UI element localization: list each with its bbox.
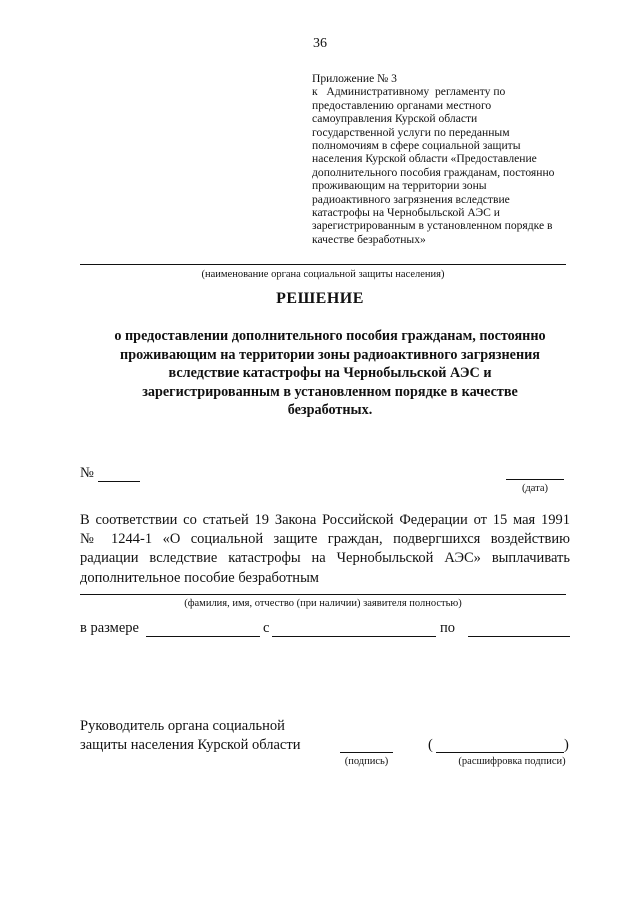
- appendix-line: радиоактивного загрязнения вследствие: [312, 192, 510, 206]
- applicant-name-field[interactable]: [80, 594, 566, 595]
- appendix-line: полномочиям в сфере социальной защиты: [312, 139, 521, 153]
- amount-field[interactable]: [146, 636, 260, 637]
- signer-position-line1: Руководитель органа социальной: [80, 718, 285, 734]
- body-line: № 1244-1 «О социальной защите граждан, подвергшихся воздействию: [80, 531, 570, 548]
- appendix-line: населения Курской области «Предоставление: [312, 152, 537, 166]
- appendix-line: предоставлению органами местного: [312, 98, 492, 112]
- subject-line: о предоставлении дополнительного пособия гражданам, постоянно: [114, 328, 546, 344]
- appendix-line: качестве безработных»: [312, 232, 426, 246]
- number-label: №: [80, 465, 94, 481]
- signature-caption: (подпись): [344, 756, 389, 767]
- document-title: РЕШЕНИЕ: [276, 290, 364, 307]
- from-date-field[interactable]: [272, 636, 436, 637]
- body-line: В соответствии со статьей 19 Закона Российской Федерации от 15 мая 1991: [80, 512, 570, 528]
- appendix-line: зарегистрированным в установленном порядке в: [312, 219, 553, 233]
- subject-line: безработных.: [287, 402, 373, 418]
- body-line: дополнительное пособие безработным: [80, 569, 319, 586]
- to-label: по: [440, 620, 456, 636]
- body-paragraph: [80, 511, 570, 588]
- appendix-line: государственной услуги по переданным: [312, 125, 510, 139]
- decoding-caption: (расшифровка подписи): [458, 756, 566, 767]
- number-field[interactable]: [98, 481, 140, 482]
- signature-decoding-field[interactable]: [436, 752, 564, 753]
- subject-line: проживающим на территории зоны радиоактивного загрязнения: [120, 346, 540, 363]
- page-number: 36: [313, 36, 327, 51]
- appendix-line: самоуправления Курской области: [312, 112, 478, 126]
- body-line: радиации вследствие катастрофы на Чернобыльской АЭС» выплачивать: [80, 550, 570, 567]
- signer-position-line2: защиты населения Курской области: [80, 737, 301, 753]
- date-field[interactable]: [506, 479, 564, 480]
- appendix-line: катастрофы на Чернобыльской АЭС и: [312, 206, 500, 220]
- subject-line: зарегистрированным в установленном порядке в качестве: [142, 383, 518, 400]
- close-paren: ): [564, 737, 569, 753]
- signature-field[interactable]: [340, 752, 393, 753]
- appendix-block: [312, 72, 582, 246]
- open-paren: (: [428, 737, 433, 753]
- appendix-line: проживающим на территории зоны: [312, 179, 487, 193]
- appendix-line: дополнительного пособия гражданам, постоянно: [312, 165, 555, 179]
- from-label: с: [263, 620, 270, 636]
- amount-label: в размере: [80, 620, 139, 636]
- org-name-caption: (наименование органа социальной защиты населения): [201, 269, 445, 280]
- decision-subject: [80, 327, 580, 420]
- appendix-line: к Административному регламенту по: [312, 85, 506, 99]
- date-caption: (дата): [521, 483, 549, 494]
- subject-line: вследствие катастрофы на Чернобыльской АЭС и: [168, 365, 492, 381]
- appendix-line: Приложение № 3: [312, 72, 397, 85]
- applicant-caption: (фамилия, имя, отчество (при наличии) заявителя полностью): [184, 598, 462, 609]
- to-date-field[interactable]: [468, 636, 570, 637]
- org-name-field[interactable]: [80, 264, 566, 265]
